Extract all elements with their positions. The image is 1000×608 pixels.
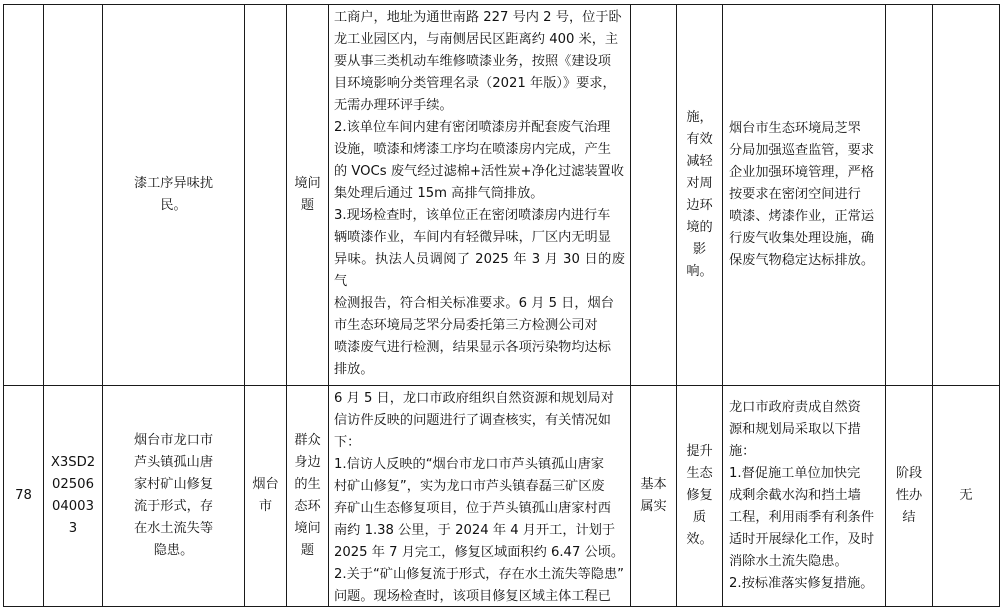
- issue-line: 家村矿山修复: [133, 477, 214, 492]
- content-line: 检测报告，符合相关标准要求。6 月 5 日，烟台: [334, 296, 614, 311]
- measures-line: 保废气物稳定达标排放。: [729, 253, 875, 268]
- issue-line: 隐患。: [153, 543, 194, 558]
- effect-line: 对周: [686, 176, 713, 191]
- code-line: 3: [68, 521, 78, 536]
- effect-line: 效。: [686, 532, 713, 547]
- content-line: 集处理后通过 15m 高排气筒排放。: [334, 186, 544, 201]
- content-line: 设施，喷漆和烤漆工序均在喷漆房内完成，产生: [334, 142, 611, 157]
- investigation-content-cell: [329, 386, 631, 607]
- content-line: 无需办理环评手续。: [334, 98, 453, 113]
- code-line: 02506: [52, 477, 94, 492]
- effect-line: 减轻: [686, 154, 713, 169]
- accountability-cell: [933, 5, 1000, 386]
- table-row: [4, 386, 1000, 607]
- region-cell: [245, 5, 287, 386]
- status-line: 阶段: [895, 466, 923, 481]
- content-line: 2025 年 7 月完工，修复区域面积约 6.47 公顷。: [334, 545, 625, 560]
- category-line: 态环: [294, 499, 321, 514]
- effect-cell: [677, 386, 723, 607]
- content-line: 工商户，地址为通世南路 227 号内 2 号，位于卧: [334, 10, 622, 25]
- category-line: 的生: [294, 477, 321, 492]
- measures-line: 工程，利用雨季有利条件: [729, 510, 875, 525]
- effect-line: 有效: [686, 132, 713, 147]
- content-line: 市生态环境局芝罘分局委托第三方检测公司对: [334, 318, 598, 333]
- effect-line: 边环: [686, 198, 713, 213]
- status-line: 结: [902, 510, 916, 525]
- content-line: 龙工业园区内，与南侧居民区距离约 400 米，主: [334, 32, 619, 47]
- content-line: 喷漆废气进行检测，结果显示各项污染物均达标: [334, 340, 611, 355]
- measures-line: 适时开展绿化工作，及时: [729, 532, 875, 547]
- content-line: 辆喷漆作业，车间内有轻微异味，厂区内无明显: [334, 230, 611, 245]
- category-line: 题: [300, 543, 315, 558]
- verdict-line: 属实: [640, 499, 667, 514]
- content-line: 弃矿山生态修复项目，位于芦头镇孤山唐家村西: [334, 501, 611, 516]
- measures-line: 消除水土流失隐患。: [729, 554, 848, 569]
- content-line: 目环境影响分类管理名录（2021 年版）》要求，: [334, 76, 616, 91]
- code-line: 04003: [52, 499, 94, 514]
- content-line: 问题。现场检查时，该项目修复区域主体工程已: [334, 589, 611, 604]
- effect-line: 境的: [686, 220, 713, 235]
- content-line: 2.关于“矿山修复流于形式，存在水土流失等隐患”: [334, 567, 624, 582]
- measures-line: 按要求在密闭空间进行: [729, 187, 861, 202]
- issue-line: 在水土流失等: [133, 521, 214, 536]
- measures-line: 2.按标准落实修复措施。: [729, 576, 874, 591]
- measures-line: 施：: [729, 444, 756, 459]
- case-code-cell: [44, 5, 103, 386]
- effect-line: 响。: [686, 264, 713, 279]
- verdict-cell: [631, 5, 677, 386]
- effect-line: 施，: [686, 110, 713, 125]
- measures-line: 分局加强巡查监管，要求: [729, 143, 875, 158]
- content-line: 异味。执法人员调阅了 2025 年 3 月 30 日的废气: [334, 252, 625, 289]
- content-line: 下：: [334, 435, 361, 450]
- issue-line: 民。: [160, 198, 187, 213]
- measures-line: 源和规划局采取以下措: [729, 422, 861, 437]
- category-line: 群众: [294, 433, 321, 448]
- accountability-cell: 无: [933, 386, 1000, 607]
- measures-cell: [723, 386, 886, 607]
- measures-line: 喷漆、烤漆作业，正常运: [729, 209, 875, 224]
- row-number-cell: 78: [4, 386, 44, 607]
- issue-cell: [103, 5, 245, 386]
- measures-line: 行废气收集处理设施，确: [729, 231, 875, 246]
- complaint-table: [3, 4, 1000, 607]
- region-line: 市: [258, 499, 273, 514]
- verdict-cell: [631, 386, 677, 607]
- region-line: 烟台: [252, 477, 279, 492]
- content-line: 的 VOCs 废气经过滤棉+活性炭+净化过滤装置收: [334, 164, 624, 179]
- row-number-cell: [4, 5, 44, 386]
- effect-cell: [677, 5, 723, 386]
- status-cell: [886, 386, 933, 607]
- category-line: 身边: [294, 455, 321, 470]
- measures-line: 龙口市政府责成自然资: [729, 400, 861, 415]
- issue-cell: [103, 386, 245, 607]
- content-line: 村矿山修复”，实为龙口市芦头镇春磊三矿区废: [334, 479, 605, 494]
- effect-line: 提升: [686, 444, 713, 459]
- issue-line: 漆工序异味扰: [133, 176, 214, 191]
- verdict-line: 基本: [640, 477, 667, 492]
- measures-cell: [723, 5, 886, 386]
- status-line: 性办: [895, 488, 923, 503]
- effect-line: 影: [692, 242, 707, 257]
- category-line: 境问: [294, 521, 321, 536]
- content-line: 要从事三类机动车维修喷漆业务，按照《建设项: [334, 54, 611, 69]
- category-line: 题: [300, 198, 315, 213]
- status-cell: [886, 5, 933, 386]
- table-row: [4, 5, 1000, 386]
- measures-line: 企业加强环境管理，严格: [729, 165, 875, 180]
- effect-line: 质: [692, 510, 707, 525]
- content-line: 1.信访人反映的“烟台市龙口市芦头镇孤山唐家: [334, 457, 604, 472]
- category-line: 境问: [294, 176, 321, 191]
- content-line: 3.现场检查时，该单位正在密闭喷漆房内进行车: [334, 208, 611, 223]
- measures-line: 成剩余截水沟和挡土墙: [729, 488, 861, 503]
- content-line: 南约 1.38 公里，于 2024 年 4 月开工，计划于: [334, 523, 616, 538]
- measures-line: 烟台市生态环境局芝罘: [729, 121, 861, 136]
- content-line: 6 月 5 日，龙口市政府组织自然资源和规划局对: [334, 391, 614, 406]
- effect-line: 生态: [686, 466, 713, 481]
- issue-line: 烟台市龙口市: [133, 433, 214, 448]
- measures-line: 1.督促施工单位加快完: [729, 466, 861, 481]
- effect-line: 修复: [686, 488, 713, 503]
- content-line: 2.该单位车间内建有密闭喷漆房并配套废气治理: [334, 120, 611, 135]
- investigation-content-cell: [329, 5, 631, 386]
- region-cell: [245, 386, 287, 607]
- content-line: 排放。: [334, 362, 374, 377]
- case-code-cell: [44, 386, 103, 607]
- issue-line: 流于形式，存: [133, 499, 214, 514]
- code-line: X3SD2: [50, 455, 96, 470]
- category-cell: [287, 5, 329, 386]
- content-line: 信访件反映的问题进行了调查核实，有关情况如: [334, 413, 611, 428]
- issue-line: 芦头镇孤山唐: [133, 455, 214, 470]
- category-cell: [287, 386, 329, 607]
